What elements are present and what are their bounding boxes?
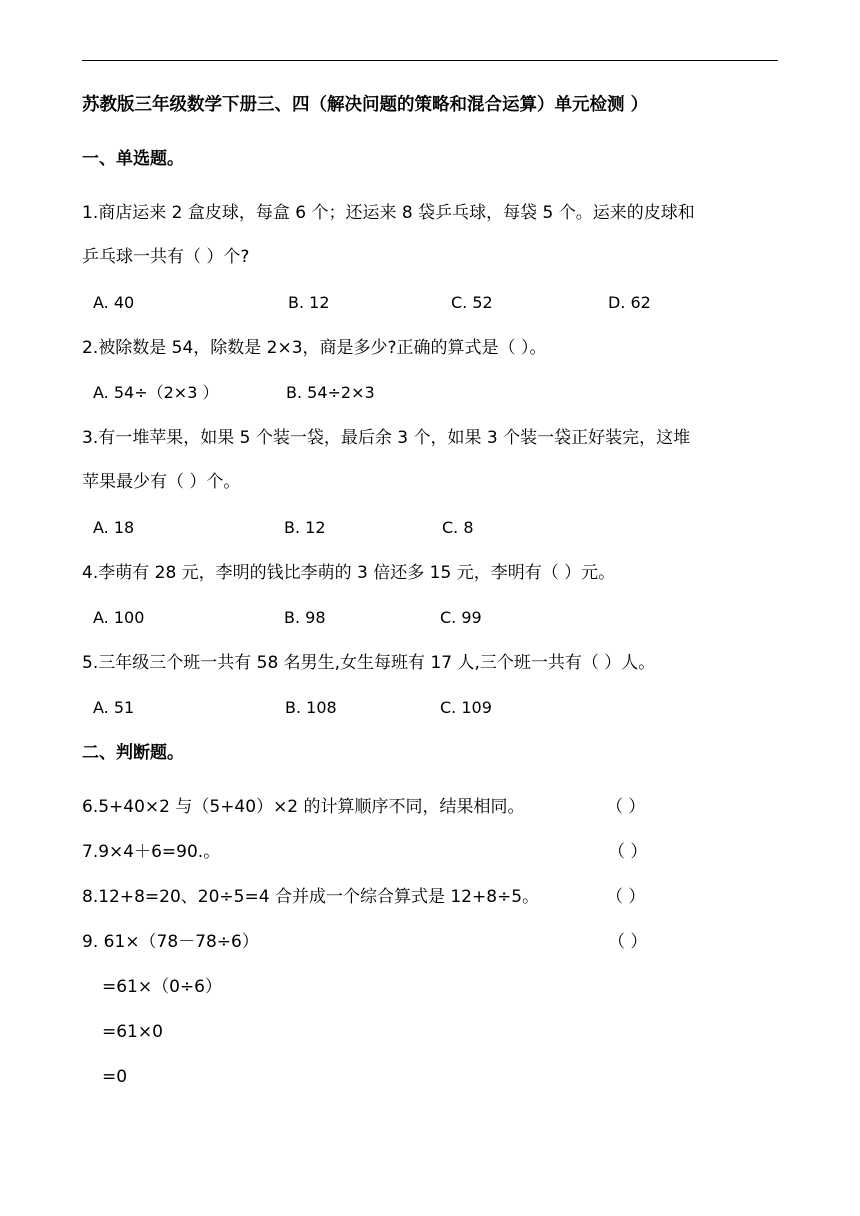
q8-answer-blank: （ ） (606, 887, 646, 907)
question-9: 9. 61×（78－78÷6） (82, 932, 259, 952)
question-2-line-1: 2.被除数是 54，除数是 2×3，商是多少?正确的算式是（ ）。 (82, 338, 547, 358)
q5-option-c: C. 109 (440, 698, 492, 717)
q5-option-b: B. 108 (285, 698, 337, 717)
q9-answer-blank: （ ） (608, 932, 648, 952)
q9-step-3: =0 (102, 1067, 128, 1087)
question-3-line-1: 3.有一堆苹果，如果 5 个装一袋，最后余 3 个，如果 3 个装一袋正好装完，这堆 (82, 428, 691, 448)
question-8: 8.12+8=20、20÷5=4 合并成一个综合算式是 12+8÷5。 (82, 887, 540, 907)
q1-option-b: B. 12 (288, 293, 330, 312)
document-title: 苏教版三年级数学下册三、四（解决问题的策略和混合运算）单元检测 ） (82, 95, 649, 115)
question-1-line-1: 1.商店运来 2 盒皮球，每盒 6 个；还运来 8 袋乒乓球，每袋 5 个。运来的皮球和 (82, 203, 695, 223)
q1-option-d: D. 62 (608, 293, 651, 312)
q9-step-1: =61×（0÷6） (102, 977, 222, 997)
q4-option-b: B. 98 (284, 608, 326, 627)
question-3-line-2: 苹果最少有（ ）个。 (82, 472, 241, 492)
q1-option-a: A. 40 (93, 293, 135, 312)
question-5-line-1: 5.三年级三个班一共有 58 名男生,女生每班有 17 人,三个班一共有（ ）人。 (82, 653, 656, 673)
question-6: 6.5+40×2 与（5+40）×2 的计算顺序不同，结果相同。 (82, 797, 525, 817)
q2-option-a: A. 54÷（2×3 ） (93, 383, 219, 402)
section-single-choice: 一、单选题。 (82, 149, 184, 169)
q5-option-a: A. 51 (93, 698, 135, 717)
q1-option-c: C. 52 (451, 293, 493, 312)
q3-option-c: C. 8 (442, 518, 474, 537)
section-true-false: 二、判断题。 (82, 743, 184, 763)
header-rule (82, 60, 778, 61)
question-1-line-2: 乒乓球一共有（ ）个? (82, 247, 250, 267)
question-7: 7.9×4＋6=90.。 (82, 842, 221, 862)
question-4-line-1: 4.李萌有 28 元，李明的钱比李萌的 3 倍还多 15 元，李明有（ ）元。 (82, 563, 616, 583)
q6-answer-blank: （ ） (606, 797, 646, 817)
q4-option-a: A. 100 (93, 608, 145, 627)
q4-option-c: C. 99 (440, 608, 482, 627)
q3-option-b: B. 12 (284, 518, 326, 537)
q9-step-2: =61×0 (102, 1022, 163, 1042)
q3-option-a: A. 18 (93, 518, 135, 537)
q7-answer-blank: （ ） (608, 842, 648, 862)
q2-option-b: B. 54÷2×3 (286, 383, 375, 402)
